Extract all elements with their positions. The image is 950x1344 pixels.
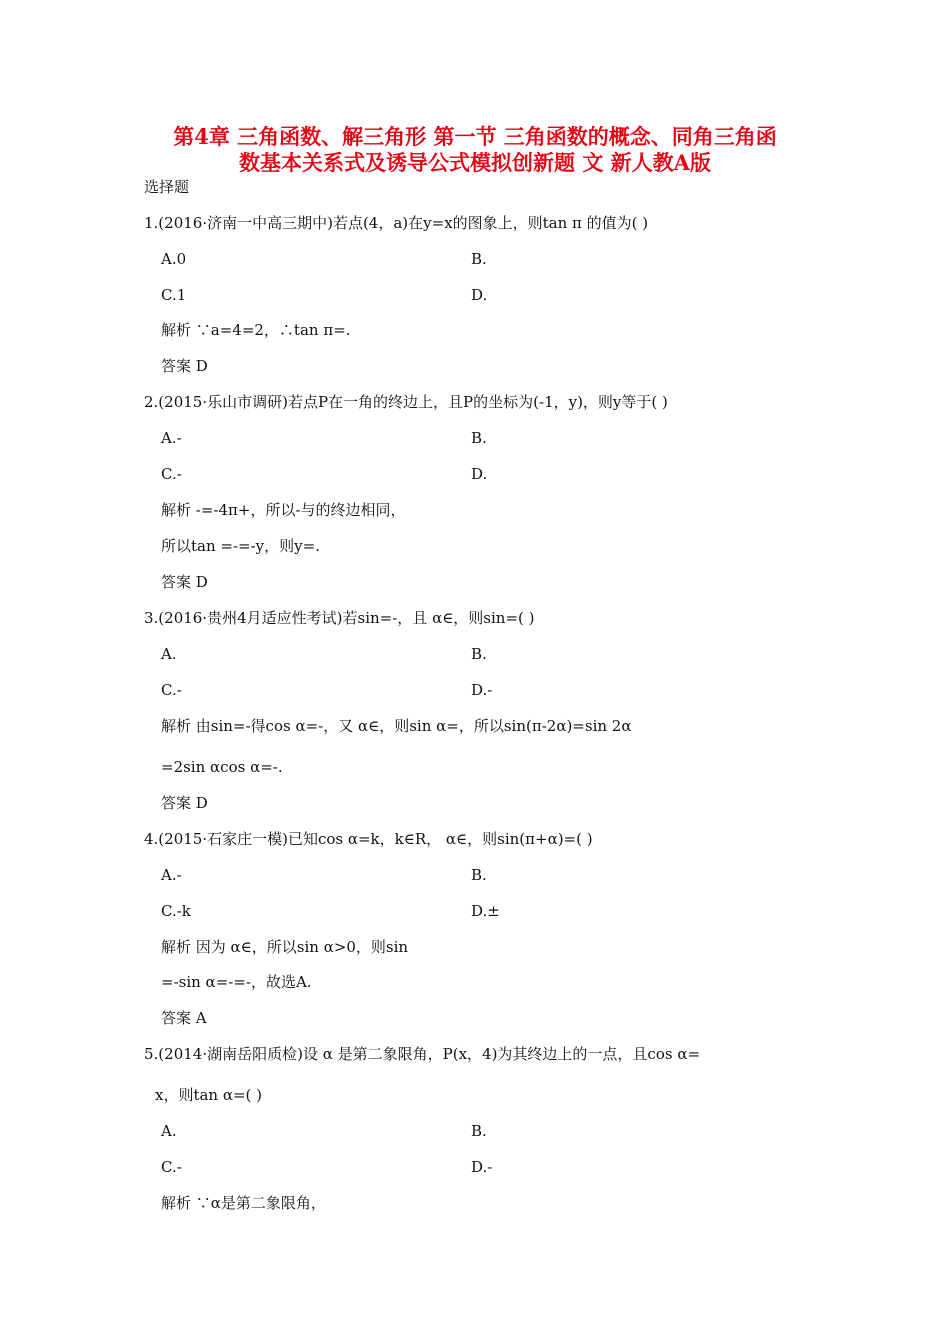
question-2-option-b: B. bbox=[471, 429, 487, 447]
question-4-answer: 答案 A bbox=[161, 1009, 207, 1027]
question-5-option-a: A. bbox=[161, 1122, 177, 1140]
question-5-stem-line-2: x，则tan α=( ) bbox=[155, 1086, 263, 1104]
question-1-solution: 解析 ∵a=4=2，∴tan π=. bbox=[161, 321, 351, 339]
question-1-stem: 1.(2016·济南一中高三期中)若点(4，a)在y=x的图象上，则tan π 的值为( ) bbox=[144, 214, 649, 232]
question-3-option-a: A. bbox=[161, 645, 177, 663]
question-2-stem: 2.(2015·乐山市调研)若点P在一角的终边上，且P的坐标为(-1，y)，则y等于( ) bbox=[144, 393, 668, 411]
question-5-option-d: D.- bbox=[471, 1158, 493, 1176]
document-title-line-2: 数基本关系式及诱导公式模拟创新题 文 新人教A版 bbox=[239, 150, 711, 175]
question-5-solution: 解析 ∵α是第二象限角， bbox=[161, 1194, 326, 1212]
question-5-option-c: C.- bbox=[161, 1158, 182, 1176]
question-5-stem-line-1: 5.(2014·湖南岳阳质检)设 α 是第二象限角，P(x，4)为其终边上的一点，且cos α= bbox=[144, 1045, 701, 1063]
question-3-answer: 答案 D bbox=[161, 794, 208, 812]
question-4-option-d: D.± bbox=[471, 902, 500, 920]
section-heading: 选择题 bbox=[144, 178, 190, 196]
question-4-solution-line-1: 解析 因为 α∈，所以sin α>0，则sin bbox=[161, 938, 409, 956]
question-2-solution-line-2: 所以tan =-=-y，则y=. bbox=[161, 537, 320, 555]
question-4-stem: 4.(2015·石家庄一模)已知cos α=k，k∈R， α∈，则sin(π+α)=( ) bbox=[144, 830, 593, 848]
question-1-option-b: B. bbox=[471, 250, 487, 268]
question-2-solution-line-1: 解析 -=-4π+，所以-与的终边相同， bbox=[161, 501, 406, 519]
question-2-answer: 答案 D bbox=[161, 573, 208, 591]
question-3-stem: 3.(2016·贵州4月适应性考试)若sin=-，且 α∈，则sin=( ) bbox=[144, 609, 535, 627]
question-1-option-c: C.1 bbox=[161, 286, 187, 304]
question-2-option-d: D. bbox=[471, 465, 488, 483]
question-3-option-d: D.- bbox=[471, 681, 493, 699]
question-3-option-c: C.- bbox=[161, 681, 182, 699]
question-1-answer: 答案 D bbox=[161, 357, 208, 375]
question-5-option-b: B. bbox=[471, 1122, 487, 1140]
question-2-option-a: A.- bbox=[161, 429, 182, 447]
question-1-option-d: D. bbox=[471, 286, 488, 304]
question-4-option-a: A.- bbox=[161, 866, 182, 884]
question-4-solution-line-2: =-sin α=-=-，故选A. bbox=[161, 973, 312, 991]
question-2-option-c: C.- bbox=[161, 465, 182, 483]
question-3-solution-line-2: =2sin αcos α=-. bbox=[161, 758, 283, 776]
document-title-line-1: 第4章 三角函数、解三角形 第一节 三角函数的概念、同角三角函 bbox=[173, 124, 777, 149]
question-4-option-c: C.-k bbox=[161, 902, 191, 920]
question-1-option-a: A.0 bbox=[161, 250, 187, 268]
question-4-option-b: B. bbox=[471, 866, 487, 884]
question-3-solution-line-1: 解析 由sin=-得cos α=-，又 α∈，则sin α=，所以sin(π-2α)=sin 2α bbox=[161, 717, 632, 735]
question-3-option-b: B. bbox=[471, 645, 487, 663]
